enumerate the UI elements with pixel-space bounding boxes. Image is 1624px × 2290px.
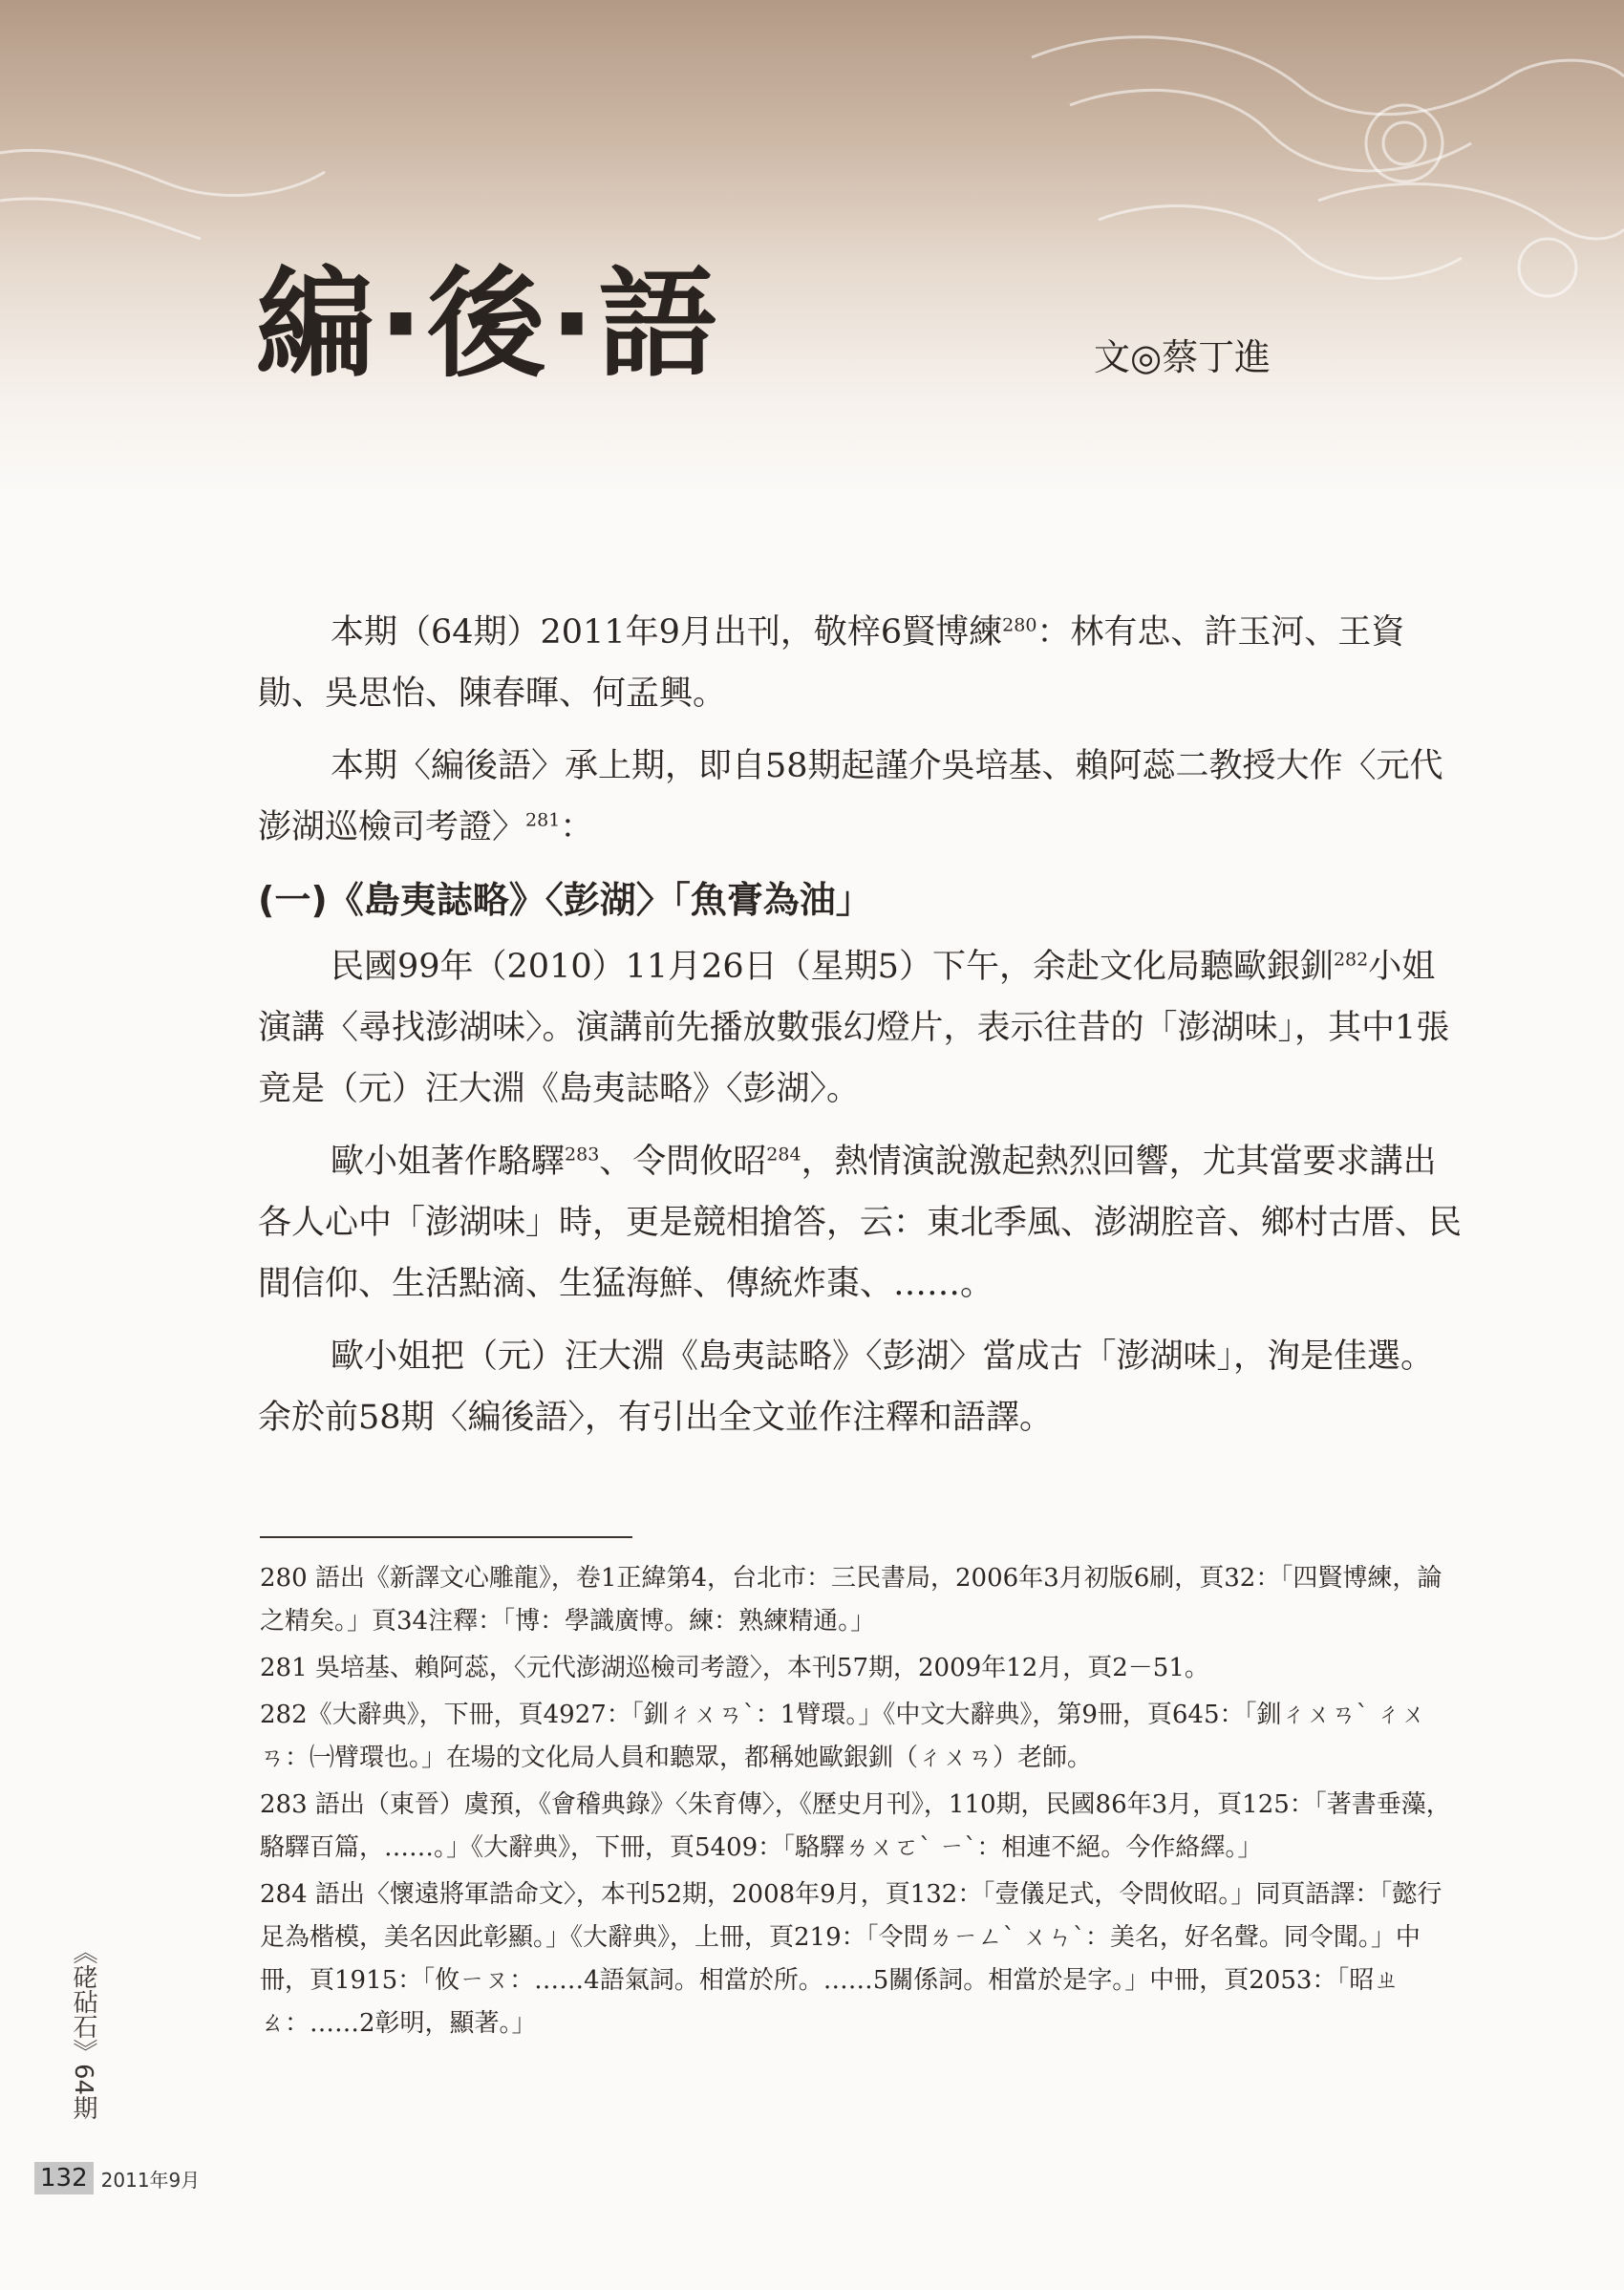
footnote-282: 282《大辭典》，下冊，頁4927：「釧ㄔㄨㄢˋ：1臂環。」《中文大辭典》，第9冊，頁645：「釧ㄔㄨㄢˋ ㄔㄨㄢ：㈠臂環也。」在場的文化局人員和聽眾，都稱她歐銀釧（ㄔㄨㄢ）老師。 [260,1701,1426,1772]
footnote-281: 281 吳培基、賴阿蕊，〈元代澎湖巡檢司考證〉，本刊57期，2009年12月，頁2－51。 [260,1654,1209,1682]
section-heading: (一)《島夷誌略》〈彭湖〉「魚膏為油」 [258,879,872,921]
header-cloud-background [0,0,1624,497]
paragraph-4: 歐小姐著作駱驛$^{283}$、令問攸昭$^{284}$，熱情演說激起熱烈回響，尤其當要求講出各人心中「澎湖味」時，更是競相搶答，云：東北季風、澎湖腔音、鄉村古厝、民間信仰、生活點滴、生猛海鮮、傳統炸棗、……。 [258,1143,1463,1303]
footnotes [260,1557,1465,2049]
footnote-divider [260,1536,632,1538]
journal-sidebar-label: 《硓砧石》64期 [69,1939,97,2121]
footnote-284: 284 語出〈懷遠將軍誥命文〉，本刊52期，2008年9月，頁132：「壹儀足式，令問攸昭。」同頁語譯：「懿行足為楷模，美名因此彰顯。」《大辭典》，上冊，頁219：「令問ㄌㄧㄥˋ ㄨㄣˋ：美名，好名聲。同令聞。」中冊，頁1915：「攸ㄧㄡ：……4語氣詞。相當於所。……5關係詞。相當於是字。」中冊，頁2053：「昭ㄓㄠ：……2彰明，顯著。」 [260,1880,1442,2038]
footnote-283: 283 語出（東晉）虞預，《會稽典錄》〈朱育傳〉，《歷史月刊》，110期，民國86年3月，頁125：「著書垂藻，駱驛百篇，……。」《大辭典》，下冊，頁5409：「駱驛ㄌㄨㄛˋ ㄧˋ：相連不絕。今作絡繹。」 [260,1790,1451,1862]
footnote-ref-281: 281 [525,809,561,831]
footnote-ref-282: 282 [1333,949,1369,971]
footnote-280: 280 語出《新譯文心雕龍》，卷1正緯第4，台北市：三民書局，2006年3月初版6刷，頁32：「四賢博練，論之精矣。」頁34注釋：「博：學識廣博。練：熟練精通。」 [260,1564,1442,1636]
footnote-ref-283: 283 [565,1144,600,1166]
page-title: 編‧後‧語 [256,256,723,394]
article-body [258,602,1464,1460]
issue-date: 2011年9月 [100,2168,201,2192]
paragraph-3: 民國99年（2010）11月26日（星期5）下午，余赴文化局聽歐銀釧$^{282}$小姐演講〈尋找澎湖味〉。演講前先播放數張幻燈片，表示往昔的「澎湖味」，其中1張竟是（元）汪大淵《島夷誌略》〈彭湖〉。 [258,948,1450,1108]
cloud-pattern-icon [0,0,1624,497]
paragraph-5: 歐小姐把（元）汪大淵《島夷誌略》〈彭湖〉當成古「澎湖味」，洵是佳選。余於前58期〈編後語〉，有引出全文並作注釋和語譯。 [258,1338,1435,1437]
footnote-ref-280: 280 [1002,614,1037,636]
author-byline: 文◎蔡丁進 [1094,336,1271,378]
paragraph-2: 本期〈編後語〉承上期，即自58期起謹介吳培基、賴阿蕊二教授大作〈元代澎湖巡檢司考證〉$^{281}$： [258,747,1443,846]
page-footer [34,2161,200,2195]
paragraph-1: 本期（64期）2011年9月出刊，敬梓6賢博練$^{280}$：林有忠、許玉河、王資勛、吳思怡、陳春暉、何孟興。 [258,613,1405,713]
footnote-ref-284: 284 [766,1144,801,1166]
page-number: 132 [34,2162,94,2194]
